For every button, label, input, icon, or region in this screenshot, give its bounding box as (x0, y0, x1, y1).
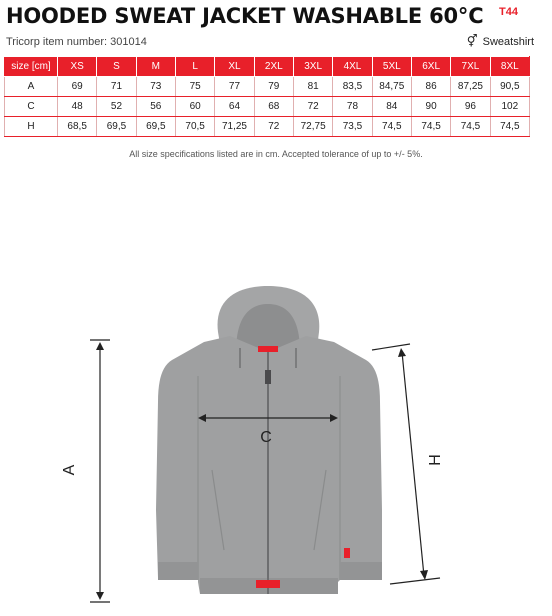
table-row (5, 77, 530, 97)
table-cell: 84 (372, 97, 411, 117)
header-cell: 7XL (451, 57, 490, 77)
table-cell: 74,5 (372, 117, 411, 137)
cuff-right (340, 562, 382, 580)
size-table (4, 56, 530, 137)
table-cell: 69,5 (97, 117, 136, 137)
dimension-a-label: A (61, 464, 78, 476)
table-cell: 48 (58, 97, 97, 117)
table-row (5, 97, 530, 117)
category-text: Sweatshirt (482, 36, 534, 48)
table-cell: 52 (97, 97, 136, 117)
table-cell: 74,5 (451, 117, 490, 137)
unisex-gender-icon: ⚥ (466, 34, 478, 48)
table-cell: 71 (97, 77, 136, 97)
header-cell: XL (215, 57, 254, 77)
row-label: H (5, 117, 58, 137)
header-cell: L (175, 57, 214, 77)
table-cell: 72,75 (293, 117, 332, 137)
table-cell: 83,5 (333, 77, 372, 97)
table-cell: 72 (293, 97, 332, 117)
header-cell: M (136, 57, 175, 77)
table-cell: 70,5 (175, 117, 214, 137)
dimension-h-arrow-top (398, 348, 406, 357)
table-cell: 86 (411, 77, 450, 97)
table-cell: 60 (175, 97, 214, 117)
table-cell: 87,25 (451, 77, 490, 97)
header-cell: S (97, 57, 136, 77)
product-title: HOODED SWEAT JACKET WASHABLE 60°C (6, 4, 484, 28)
table-cell: 72 (254, 117, 293, 137)
table-cell: 81 (293, 77, 332, 97)
table-cell: 73,5 (333, 117, 372, 137)
table-cell: 68 (254, 97, 293, 117)
table-cell: 102 (490, 97, 529, 117)
header-cell: 8XL (490, 57, 529, 77)
dimension-a-arrow-top (96, 342, 104, 350)
dimension-h-label: H (427, 454, 444, 466)
size-note: All size specifications listed are in cm. Accepted tolerance of up to +/- 5%. (129, 149, 423, 159)
table-cell: 74,5 (490, 117, 529, 137)
table-cell: 74,5 (411, 117, 450, 137)
dimension-h-arrow-bottom (420, 570, 428, 580)
header-cell: XS (58, 57, 97, 77)
brand-label-sleeve (344, 548, 350, 558)
row-label: C (5, 97, 58, 117)
table-cell: 84,75 (372, 77, 411, 97)
dimension-h-line (402, 352, 424, 576)
table-cell: 90,5 (490, 77, 529, 97)
table-cell: 79 (254, 77, 293, 97)
table-cell: 56 (136, 97, 175, 117)
table-cell: 90 (411, 97, 450, 117)
row-label: A (5, 77, 58, 97)
header-cell: 3XL (293, 57, 332, 77)
table-row (5, 117, 530, 137)
zipper-pull (265, 370, 271, 384)
dimension-h-tick-bottom (390, 578, 440, 584)
table-cell: 71,25 (215, 117, 254, 137)
table-cell: 78 (333, 97, 372, 117)
table-cell: 75 (175, 77, 214, 97)
item-number: Tricorp item number: 301014 (6, 36, 147, 48)
table-cell: 96 (451, 97, 490, 117)
table-cell: 64 (215, 97, 254, 117)
header-cell: size [cm] (5, 57, 58, 77)
cuff-left (158, 562, 198, 580)
header-cell: 2XL (254, 57, 293, 77)
table-cell: 73 (136, 77, 175, 97)
table-cell: 77 (215, 77, 254, 97)
dimension-a-arrow-bottom (96, 592, 104, 600)
table-cell: 69 (58, 77, 97, 97)
category-label (467, 34, 534, 48)
header-cell: 6XL (411, 57, 450, 77)
garment-figure (0, 170, 552, 616)
table-cell: 68,5 (58, 117, 97, 137)
dimension-h-tick-top (372, 344, 410, 350)
header-cell: 5XL (372, 57, 411, 77)
table-cell: 69,5 (136, 117, 175, 137)
dimension-c-label: C (260, 429, 272, 446)
brand-label-chest (258, 346, 278, 352)
brand-label-hem (256, 580, 280, 588)
size-header-row (5, 57, 530, 77)
header-cell: 4XL (333, 57, 372, 77)
product-code: T44 (499, 6, 518, 18)
